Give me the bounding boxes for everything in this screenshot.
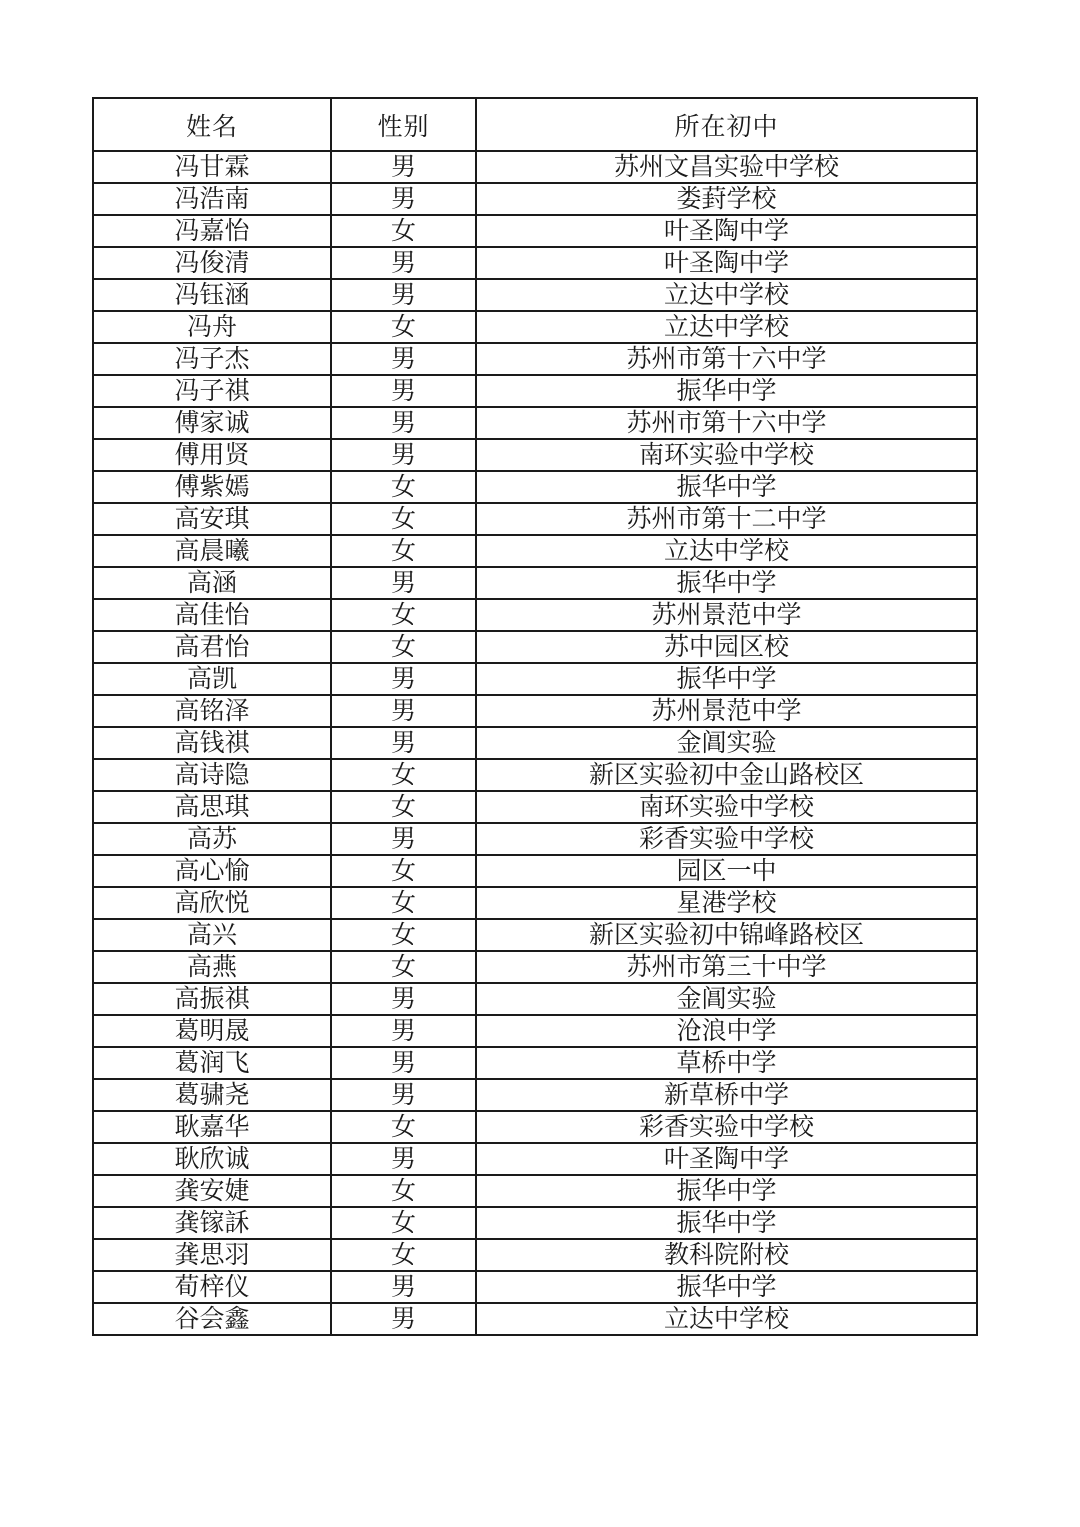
- cell-name: 高欣悦: [93, 887, 331, 919]
- cell-name: 冯子杰: [93, 343, 331, 375]
- cell-gender: 男: [331, 247, 476, 279]
- cell-gender: 男: [331, 1015, 476, 1047]
- cell-school: 苏州文昌实验中学校: [476, 151, 977, 183]
- cell-name: 谷会鑫: [93, 1303, 331, 1335]
- table-row: [93, 1143, 977, 1175]
- cell-gender: 女: [331, 535, 476, 567]
- cell-school: 立达中学校: [476, 311, 977, 343]
- cell-name: 耿嘉华: [93, 1111, 331, 1143]
- cell-gender: 男: [331, 407, 476, 439]
- table-row: [93, 983, 977, 1015]
- table-row: [93, 311, 977, 343]
- cell-school: 振华中学: [476, 1207, 977, 1239]
- cell-gender: 男: [331, 823, 476, 855]
- cell-school: 叶圣陶中学: [476, 1143, 977, 1175]
- cell-name: 高凯: [93, 663, 331, 695]
- table-row: [93, 919, 977, 951]
- cell-name: 冯俊清: [93, 247, 331, 279]
- table-row: [93, 1015, 977, 1047]
- table-row: [93, 439, 977, 471]
- cell-gender: 男: [331, 151, 476, 183]
- cell-school: 振华中学: [476, 567, 977, 599]
- cell-gender: 女: [331, 311, 476, 343]
- table-row: [93, 567, 977, 599]
- table-row: [93, 279, 977, 311]
- cell-name: 高钱祺: [93, 727, 331, 759]
- cell-name: 高兴: [93, 919, 331, 951]
- column-header-name: 姓名: [93, 98, 331, 151]
- cell-name: 高思琪: [93, 791, 331, 823]
- cell-school: 新草桥中学: [476, 1079, 977, 1111]
- cell-name: 龚镓訸: [93, 1207, 331, 1239]
- cell-school: 教科院附校: [476, 1239, 977, 1271]
- table-row: [93, 1303, 977, 1335]
- cell-gender: 女: [331, 791, 476, 823]
- cell-gender: 女: [331, 1207, 476, 1239]
- column-header-school: 所在初中: [476, 98, 977, 151]
- cell-school: 振华中学: [476, 375, 977, 407]
- cell-school: 立达中学校: [476, 1303, 977, 1335]
- cell-school: 南环实验中学校: [476, 439, 977, 471]
- cell-gender: 女: [331, 471, 476, 503]
- cell-school: 苏州市第十二中学: [476, 503, 977, 535]
- table-row: [93, 823, 977, 855]
- cell-school: 草桥中学: [476, 1047, 977, 1079]
- cell-gender: 男: [331, 1143, 476, 1175]
- cell-gender: 女: [331, 887, 476, 919]
- cell-gender: 男: [331, 343, 476, 375]
- cell-school: 苏中园区校: [476, 631, 977, 663]
- table-row: [93, 407, 977, 439]
- table-row: [93, 1207, 977, 1239]
- cell-name: 高铭泽: [93, 695, 331, 727]
- table-row: [93, 471, 977, 503]
- cell-name: 葛明晟: [93, 1015, 331, 1047]
- cell-school: 叶圣陶中学: [476, 247, 977, 279]
- cell-gender: 男: [331, 1079, 476, 1111]
- student-roster: [92, 97, 976, 1336]
- cell-school: 苏州景范中学: [476, 599, 977, 631]
- cell-school: 振华中学: [476, 1271, 977, 1303]
- table-row: [93, 151, 977, 183]
- table-row: [93, 343, 977, 375]
- cell-school: 星港学校: [476, 887, 977, 919]
- cell-name: 冯浩南: [93, 183, 331, 215]
- cell-school: 南环实验中学校: [476, 791, 977, 823]
- table-row: [93, 695, 977, 727]
- cell-gender: 女: [331, 1111, 476, 1143]
- cell-gender: 男: [331, 727, 476, 759]
- cell-gender: 女: [331, 951, 476, 983]
- cell-name: 高君怡: [93, 631, 331, 663]
- table-row: [93, 535, 977, 567]
- cell-name: 高心愉: [93, 855, 331, 887]
- cell-school: 苏州市第十六中学: [476, 343, 977, 375]
- cell-name: 傅用贤: [93, 439, 331, 471]
- cell-name: 龚安婕: [93, 1175, 331, 1207]
- cell-name: 冯甘霖: [93, 151, 331, 183]
- table-row: [93, 215, 977, 247]
- table-row: [93, 1079, 977, 1111]
- cell-gender: 男: [331, 695, 476, 727]
- cell-gender: 男: [331, 183, 476, 215]
- student-table: [92, 97, 978, 1336]
- table-row: [93, 887, 977, 919]
- cell-school: 苏州市第十六中学: [476, 407, 977, 439]
- cell-school: 苏州景范中学: [476, 695, 977, 727]
- cell-school: 立达中学校: [476, 535, 977, 567]
- table-row: [93, 1175, 977, 1207]
- table-row: [93, 375, 977, 407]
- cell-name: 傅家诚: [93, 407, 331, 439]
- table-row: [93, 183, 977, 215]
- cell-school: 金阊实验: [476, 727, 977, 759]
- cell-name: 高晨曦: [93, 535, 331, 567]
- cell-school: 振华中学: [476, 471, 977, 503]
- cell-school: 彩香实验中学校: [476, 823, 977, 855]
- cell-gender: 男: [331, 439, 476, 471]
- cell-name: 冯钰涵: [93, 279, 331, 311]
- cell-name: 高佳怡: [93, 599, 331, 631]
- cell-school: 苏州市第三十中学: [476, 951, 977, 983]
- cell-gender: 女: [331, 215, 476, 247]
- cell-gender: 男: [331, 567, 476, 599]
- table-row: [93, 1239, 977, 1271]
- table-row: [93, 503, 977, 535]
- table-row: [93, 855, 977, 887]
- table-row: [93, 1047, 977, 1079]
- cell-school: 振华中学: [476, 663, 977, 695]
- cell-name: 高振祺: [93, 983, 331, 1015]
- table-row: [93, 1271, 977, 1303]
- cell-school: 立达中学校: [476, 279, 977, 311]
- cell-name: 高燕: [93, 951, 331, 983]
- table-row: [93, 631, 977, 663]
- cell-gender: 男: [331, 1047, 476, 1079]
- cell-name: 耿欣诚: [93, 1143, 331, 1175]
- table-header-row: [93, 98, 977, 151]
- table-row: [93, 1111, 977, 1143]
- table-row: [93, 727, 977, 759]
- cell-school: 振华中学: [476, 1175, 977, 1207]
- cell-gender: 女: [331, 631, 476, 663]
- cell-gender: 女: [331, 759, 476, 791]
- table-body: [93, 151, 977, 1335]
- table-row: [93, 247, 977, 279]
- cell-gender: 女: [331, 919, 476, 951]
- cell-gender: 男: [331, 983, 476, 1015]
- cell-name: 葛润飞: [93, 1047, 331, 1079]
- column-header-gender: 性别: [331, 98, 476, 151]
- table-row: [93, 791, 977, 823]
- cell-name: 龚思羽: [93, 1239, 331, 1271]
- cell-gender: 女: [331, 1239, 476, 1271]
- cell-gender: 女: [331, 1175, 476, 1207]
- table-row: [93, 951, 977, 983]
- cell-gender: 男: [331, 375, 476, 407]
- cell-gender: 女: [331, 503, 476, 535]
- cell-gender: 男: [331, 663, 476, 695]
- table-row: [93, 759, 977, 791]
- cell-name: 葛骕尧: [93, 1079, 331, 1111]
- cell-gender: 女: [331, 855, 476, 887]
- cell-name: 傅紫嫣: [93, 471, 331, 503]
- cell-gender: 男: [331, 1271, 476, 1303]
- cell-school: 金阊实验: [476, 983, 977, 1015]
- table-row: [93, 663, 977, 695]
- cell-gender: 男: [331, 279, 476, 311]
- cell-name: 高诗隐: [93, 759, 331, 791]
- table-row: [93, 599, 977, 631]
- cell-name: 高涵: [93, 567, 331, 599]
- cell-school: 新区实验初中锦峰路校区: [476, 919, 977, 951]
- cell-school: 新区实验初中金山路校区: [476, 759, 977, 791]
- cell-name: 高安琪: [93, 503, 331, 535]
- cell-name: 冯子祺: [93, 375, 331, 407]
- cell-school: 娄葑学校: [476, 183, 977, 215]
- cell-school: 彩香实验中学校: [476, 1111, 977, 1143]
- cell-school: 园区一中: [476, 855, 977, 887]
- cell-school: 沧浪中学: [476, 1015, 977, 1047]
- cell-gender: 女: [331, 599, 476, 631]
- cell-name: 冯舟: [93, 311, 331, 343]
- cell-name: 荀梓仪: [93, 1271, 331, 1303]
- cell-gender: 男: [331, 1303, 476, 1335]
- cell-school: 叶圣陶中学: [476, 215, 977, 247]
- cell-name: 冯嘉怡: [93, 215, 331, 247]
- cell-name: 高苏: [93, 823, 331, 855]
